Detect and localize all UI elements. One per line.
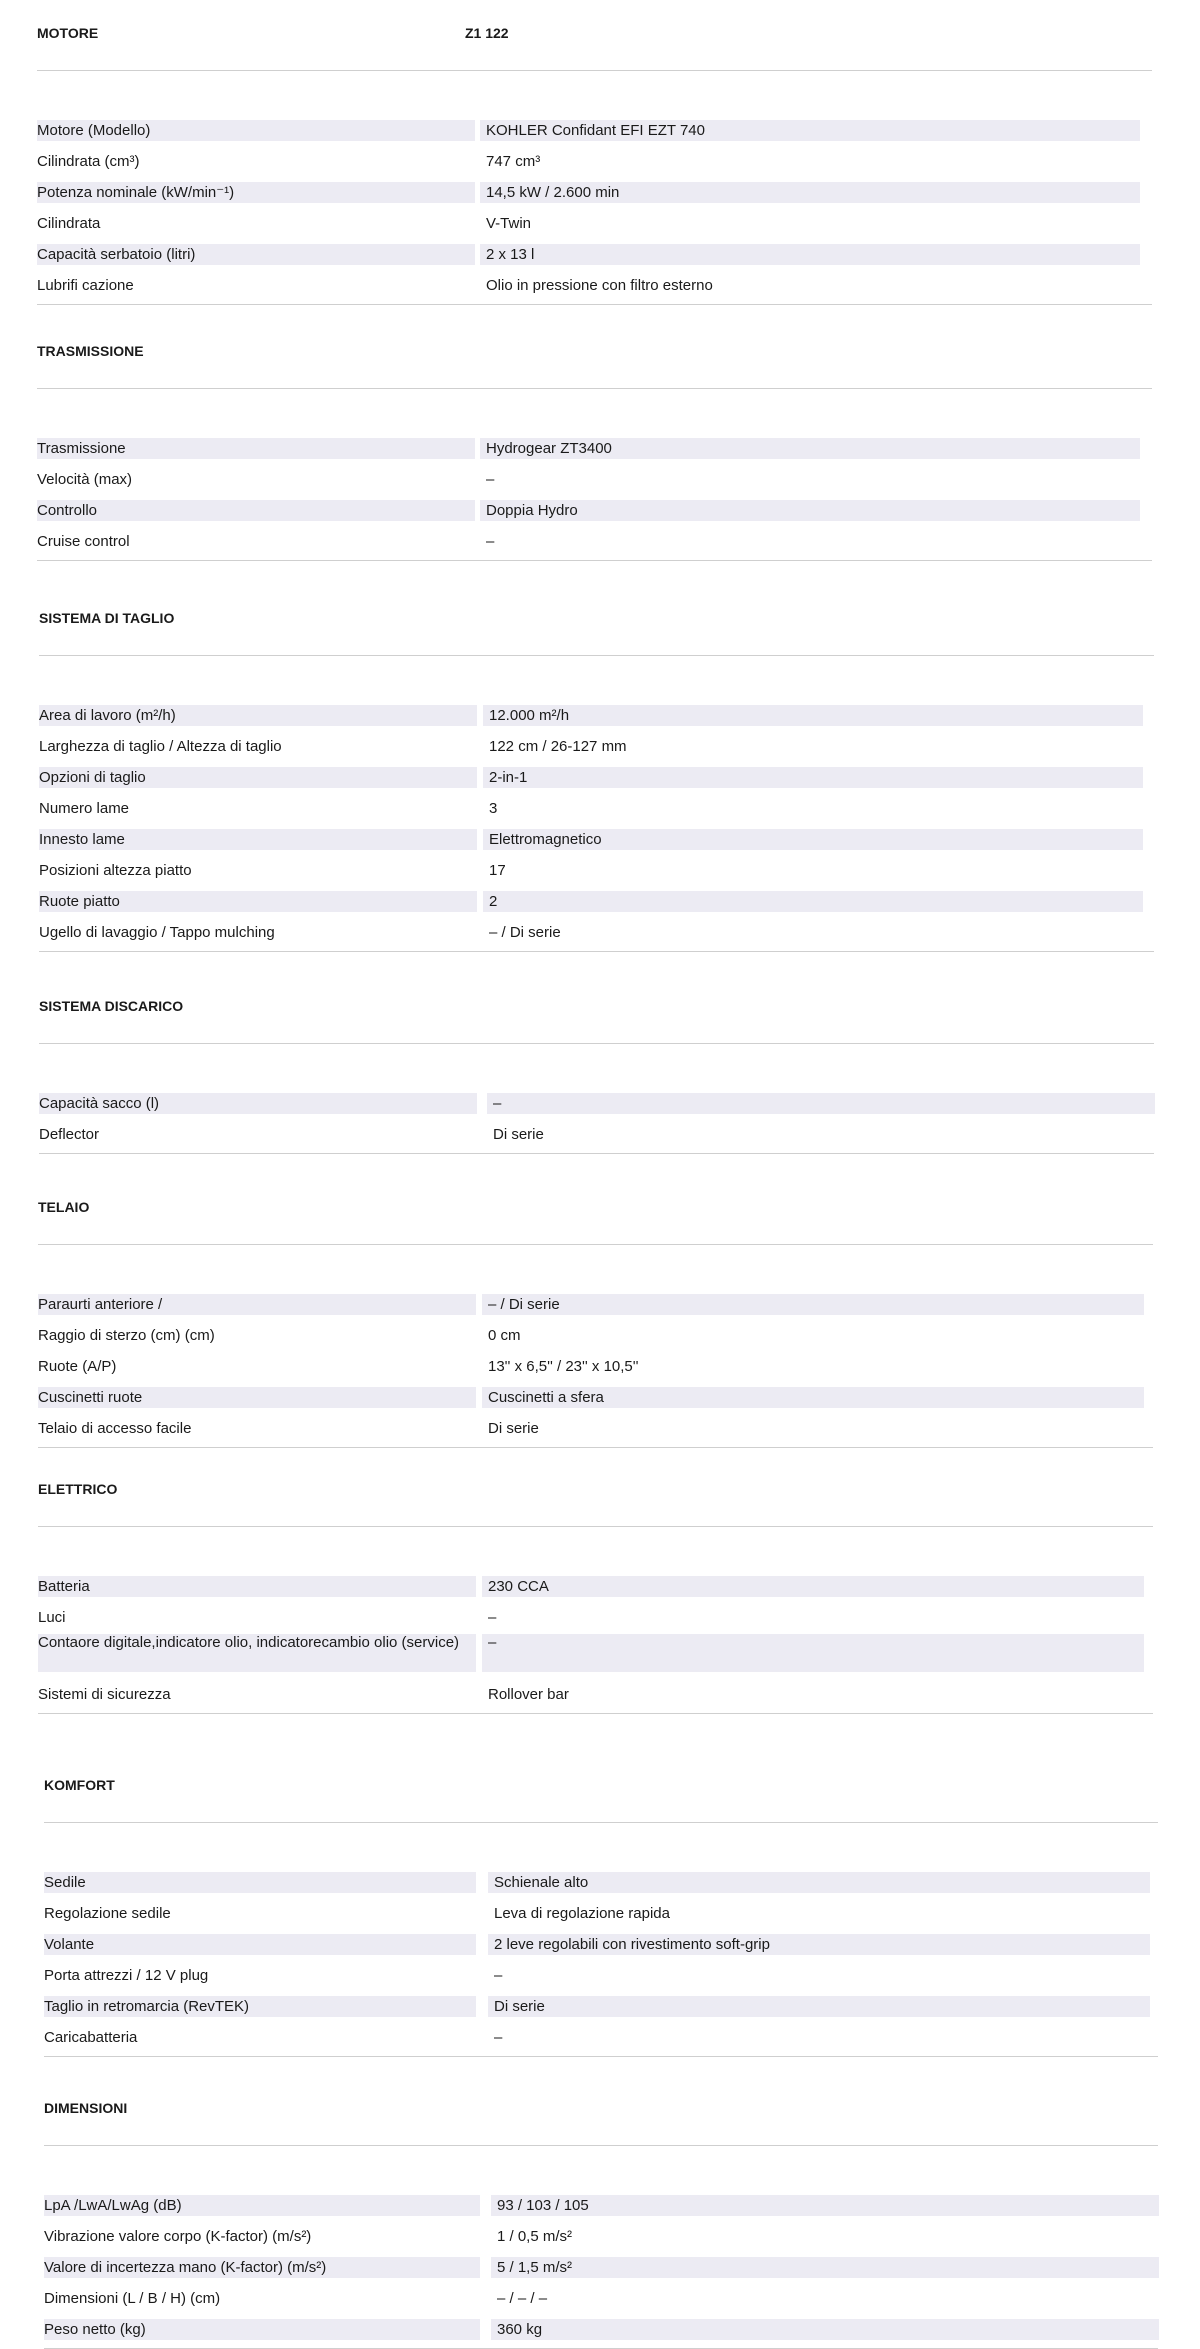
spec-value: 2 (483, 891, 1143, 912)
spec-label: Taglio in retromarcia (RevTEK) (44, 1996, 476, 2017)
spec-row (0, 1866, 1200, 1897)
spec-row (0, 2021, 1200, 2052)
spec-label: Batteria (38, 1576, 476, 1597)
spec-value: Rollover bar (488, 1686, 569, 1703)
spec-row (0, 1288, 1200, 1319)
spec-label: Raggio di sterzo (cm) (cm) (38, 1327, 215, 1344)
spec-row (0, 854, 1200, 885)
spec-row (0, 2220, 1200, 2251)
section-header (0, 2093, 1200, 2123)
section-bottom-rule (38, 1713, 1153, 1714)
spec-label: Luci (38, 1609, 66, 1626)
spec-label: Opzioni di taglio (39, 767, 477, 788)
spec-value: – (482, 1634, 1144, 1672)
spec-value: 122 cm / 26-127 mm (489, 738, 627, 755)
spec-label: Telaio di accesso facile (38, 1420, 192, 1437)
spec-label: Cilindrata (cm³) (37, 153, 140, 170)
section-title: SISTEMA DI TAGLIO (39, 610, 175, 626)
spec-row (0, 699, 1200, 730)
section-bottom-rule (44, 2056, 1158, 2057)
spec-row (0, 1990, 1200, 2021)
spec-row (0, 494, 1200, 525)
spec-value: 360 kg (491, 2319, 1159, 2340)
model-name: Z1 122 (465, 25, 509, 41)
spec-value: – / – / – (497, 2290, 548, 2307)
spec-label: Caricabatteria (44, 2029, 138, 2046)
spec-row (0, 1678, 1200, 1709)
spec-label: Sedile (44, 1872, 476, 1893)
spec-value: – (486, 471, 495, 488)
spec-value: 747 cm³ (486, 153, 541, 170)
section-bottom-rule (37, 560, 1152, 561)
spec-label: Ugello di lavaggio / Tappo mulching (39, 924, 275, 941)
spec-label: Volante (44, 1934, 476, 1955)
spec-value: 2-in-1 (483, 767, 1143, 788)
spec-value: Hydrogear ZT3400 (480, 438, 1140, 459)
section-divider (39, 655, 1154, 656)
spec-value: 3 (489, 800, 498, 817)
spec-row (0, 525, 1200, 556)
spec-row (0, 1412, 1200, 1443)
section-title: TRASMISSIONE (37, 343, 144, 359)
spec-value: – (488, 1609, 497, 1626)
spec-row (0, 916, 1200, 947)
spec-row (0, 269, 1200, 300)
spec-value: 0 cm (488, 1327, 521, 1344)
spec-label: Porta attrezzi / 12 V plug (44, 1967, 209, 1984)
spec-value: KOHLER Confidant EFI EZT 740 (480, 120, 1140, 141)
spec-row (0, 761, 1200, 792)
section-title: ELETTRICO (38, 1481, 118, 1497)
spec-label: Cuscinetti ruote (38, 1387, 476, 1408)
spec-label: Capacità sacco (l) (39, 1093, 477, 1114)
spec-row (0, 145, 1200, 176)
spec-row (0, 238, 1200, 269)
spec-row (0, 114, 1200, 145)
spec-row (0, 1319, 1200, 1350)
spec-label: Area di lavoro (m²/h) (39, 705, 477, 726)
spec-label: Paraurti anteriore / (38, 1294, 476, 1315)
spec-row (0, 207, 1200, 238)
spec-value: 13'' x 6,5'' / 23'' x 10,5'' (488, 1358, 639, 1375)
spec-row (0, 1632, 1200, 1678)
spec-row (0, 1897, 1200, 1928)
spec-label: Regolazione sedile (44, 1905, 171, 1922)
spec-label: Motore (Modello) (37, 120, 475, 141)
spec-value: Doppia Hydro (480, 500, 1140, 521)
spec-label: Posizioni altezza piatto (39, 862, 192, 879)
spec-value: 2 x 13 l (480, 244, 1140, 265)
spec-value: – / Di serie (482, 1294, 1144, 1315)
spec-value: – (494, 1967, 503, 1984)
section-header (0, 1474, 1200, 1504)
spec-label: Ruote (A/P) (38, 1358, 117, 1375)
spec-value: Olio in pressione con filtro esterno (486, 277, 713, 294)
spec-label: Dimensioni (L / B / H) (cm) (44, 2290, 221, 2307)
spec-value: – (494, 2029, 503, 2046)
spec-label: Cilindrata (37, 215, 101, 232)
spec-label: Velocità (max) (37, 471, 133, 488)
spec-row (0, 2282, 1200, 2313)
spec-value: 2 leve regolabili con rivestimento soft-grip (488, 1934, 1150, 1955)
spec-row (0, 1118, 1200, 1149)
spec-row (0, 463, 1200, 494)
spec-value: 5 / 1,5 m/s² (491, 2257, 1159, 2278)
section-title: DIMENSIONI (44, 2100, 128, 2116)
spec-label: Deflector (39, 1126, 100, 1143)
section-divider (44, 1822, 1158, 1823)
spec-row (0, 1087, 1200, 1118)
spec-value: – (486, 533, 495, 550)
spec-value: 93 / 103 / 105 (491, 2195, 1159, 2216)
section-header (0, 991, 1200, 1021)
section-divider (44, 2145, 1158, 2146)
section-title: MOTORE (37, 25, 99, 41)
spec-value: V-Twin (486, 215, 532, 232)
spec-rows (0, 1570, 1200, 1709)
spec-rows (0, 1866, 1200, 2052)
spec-row (0, 1928, 1200, 1959)
spec-row (0, 2251, 1200, 2282)
spec-value: – / Di serie (489, 924, 561, 941)
spec-rows (0, 1087, 1200, 1149)
spec-row (0, 2313, 1200, 2344)
spec-value: Di serie (488, 1420, 539, 1437)
section-header (0, 1192, 1200, 1222)
spec-label: Valore di incertezza mano (K-factor) (m/s²) (44, 2257, 480, 2278)
spec-rows (0, 432, 1200, 556)
spec-label: Vibrazione valore corpo (K-factor) (m/s²) (44, 2228, 312, 2245)
section-divider (37, 70, 1152, 71)
spec-label: Lubrifi cazione (37, 277, 134, 294)
spec-row (0, 2189, 1200, 2220)
spec-value: 17 (489, 862, 506, 879)
section-title: KOMFORT (44, 1777, 115, 1793)
spec-row (0, 1959, 1200, 1990)
section-divider (37, 388, 1152, 389)
spec-rows (0, 1288, 1200, 1443)
spec-label: Controllo (37, 500, 475, 521)
section-title: SISTEMA DISCARICO (39, 998, 184, 1014)
section-bottom-rule (38, 1447, 1153, 1448)
spec-label: Potenza nominale (kW/min⁻¹) (37, 182, 475, 203)
section-header (0, 603, 1200, 633)
spec-label: Innesto lame (39, 829, 477, 850)
spec-label: Numero lame (39, 800, 130, 817)
spec-value: Elettromagnetico (483, 829, 1143, 850)
spec-row (0, 432, 1200, 463)
spec-label: Cruise control (37, 533, 130, 550)
spec-label: Larghezza di taglio / Altezza di taglio (39, 738, 282, 755)
spec-rows (0, 114, 1200, 300)
spec-label: Capacità serbatoio (litri) (37, 244, 475, 265)
spec-row (0, 885, 1200, 916)
spec-value: 14,5 kW / 2.600 min (480, 182, 1140, 203)
spec-label: Trasmissione (37, 438, 475, 459)
spec-value: Schienale alto (488, 1872, 1150, 1893)
spec-value: 12.000 m²/h (483, 705, 1143, 726)
section-bottom-rule (37, 304, 1152, 305)
spec-rows (0, 2189, 1200, 2344)
section-title: TELAIO (38, 1199, 90, 1215)
spec-row (0, 1350, 1200, 1381)
spec-value: – (487, 1093, 1155, 1114)
spec-label: Sistemi di sicurezza (38, 1686, 171, 1703)
spec-row (0, 730, 1200, 761)
spec-row (0, 1601, 1200, 1632)
section-bottom-rule (39, 951, 1154, 952)
section-divider (38, 1526, 1153, 1527)
spec-row (0, 823, 1200, 854)
section-divider (39, 1043, 1154, 1044)
spec-row (0, 1570, 1200, 1601)
section-header (0, 336, 1200, 366)
spec-value: Di serie (488, 1996, 1150, 2017)
spec-label: Contaore digitale,indicatore olio, indicatorecambio olio (service) (38, 1634, 476, 1672)
spec-rows (0, 699, 1200, 947)
section-bottom-rule (39, 1153, 1154, 1154)
spec-row (0, 1381, 1200, 1412)
spec-label: LpA /LwA/LwAg (dB) (44, 2195, 480, 2216)
spec-value: Di serie (493, 1126, 544, 1143)
spec-value: Leva di regolazione rapida (494, 1905, 670, 1922)
spec-value: 230 CCA (482, 1576, 1144, 1597)
spec-row (0, 176, 1200, 207)
section-header (0, 1770, 1200, 1800)
spec-row (0, 792, 1200, 823)
spec-value: Cuscinetti a sfera (482, 1387, 1144, 1408)
spec-label: Ruote piatto (39, 891, 477, 912)
section-header (0, 18, 1200, 48)
section-divider (38, 1244, 1153, 1245)
spec-value: 1 / 0,5 m/s² (497, 2228, 573, 2245)
spec-label: Peso netto (kg) (44, 2319, 480, 2340)
